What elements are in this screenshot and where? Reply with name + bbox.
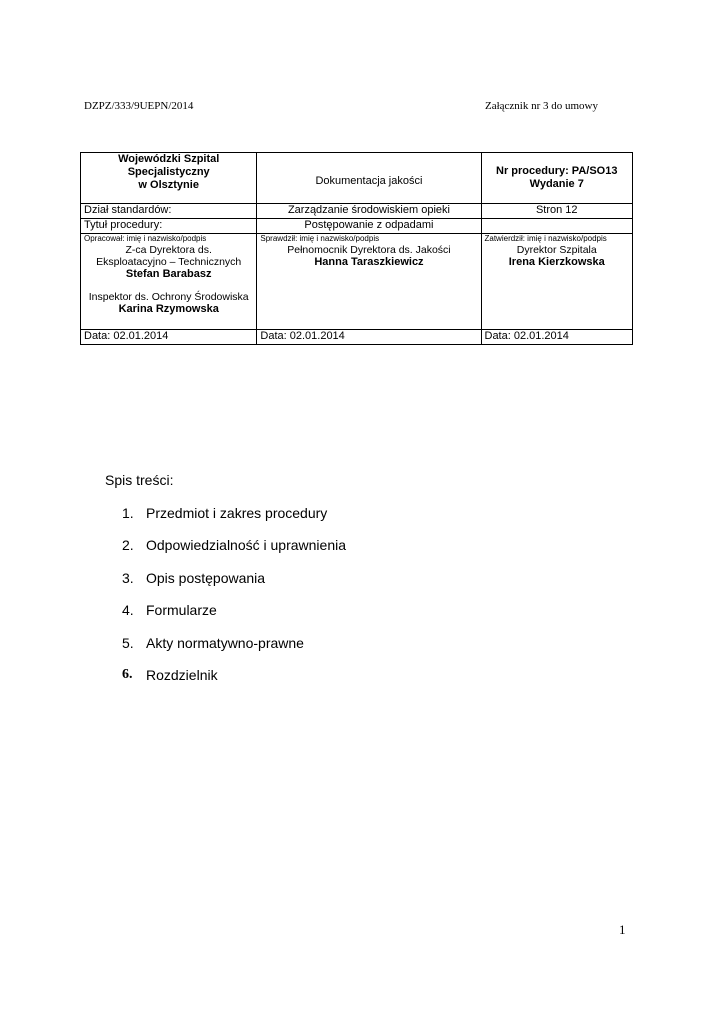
list-item	[122, 602, 346, 634]
date-prepared: Data: 02.01.2014	[81, 330, 257, 345]
date-approved: Data: 02.01.2014	[481, 330, 633, 345]
document-title: Dokumentacja jakości	[257, 153, 481, 204]
prepared-by-role: Eksploatacyjno – Technicznych	[96, 256, 242, 268]
table-row	[81, 153, 633, 204]
prepared-by-label: Opracował: imię i nazwisko/podpis	[84, 234, 207, 243]
empty-cell	[481, 219, 633, 234]
item-label: Rozdzielnik	[146, 666, 218, 683]
list-item	[122, 537, 346, 569]
item-number: 3.	[122, 569, 134, 586]
table-of-contents	[122, 505, 346, 699]
checked-by-name: Hanna Taraszkiewicz	[314, 256, 424, 268]
list-item	[122, 505, 346, 537]
table-row	[81, 204, 633, 219]
institution-cell	[81, 153, 257, 204]
item-label: Opis postępowania	[146, 569, 266, 586]
list-item	[122, 635, 346, 667]
table-row	[81, 234, 633, 330]
edition: Wydanie 7	[529, 178, 584, 190]
list-item	[122, 667, 346, 699]
procedure-number: Nr procedury: PA/SO13	[496, 165, 618, 177]
approved-by-label: Zatwierdził: imię i nazwisko/podpis	[484, 234, 607, 243]
item-label: Odpowiedzialność i uprawnienia	[146, 537, 347, 554]
table-row	[81, 219, 633, 234]
item-number: 1.	[122, 505, 134, 521]
item-number: 5.	[122, 634, 134, 651]
checked-by-label: Sprawdził: imię i nazwisko/podpis	[260, 234, 380, 243]
standards-label: Dział standardów:	[81, 204, 257, 219]
approved-by-name: Irena Kierzkowska	[508, 256, 605, 268]
item-label: Przedmiot i zakres procedury	[146, 505, 328, 521]
procedure-title-value: Postępowanie z odpadami	[257, 219, 481, 234]
prepared-by-role: Z-ca Dyrektora ds.	[125, 244, 212, 256]
checked-by-cell	[257, 234, 481, 330]
item-number: 6.	[122, 666, 133, 682]
institution-line: Wojewódzki Szpital	[118, 153, 220, 165]
prepared-by-name-2: Karina Rzymowska	[118, 303, 219, 315]
date-checked: Data: 02.01.2014	[257, 330, 481, 345]
standards-value: Zarządzanie środowiskiem opieki	[257, 204, 481, 219]
checked-by-role: Pełnomocnik Dyrektora ds. Jakości	[287, 244, 451, 256]
document-reference: DZPZ/333/9UEPN/2014	[84, 100, 194, 112]
document-info-table	[80, 152, 633, 345]
institution-line: Specjalistyczny	[127, 166, 210, 178]
item-number: 2.	[122, 537, 134, 554]
attachment-note: Załącznik nr 3 do umowy	[484, 100, 598, 112]
toc-title: Spis treści:	[105, 472, 174, 488]
institution-line: w Olsztynie	[138, 179, 199, 191]
procedure-title-label: Tytuł procedury:	[81, 219, 257, 234]
prepared-by-name: Stefan Barabasz	[125, 268, 212, 280]
item-number: 4.	[122, 602, 134, 619]
item-label: Formularze	[146, 602, 217, 619]
prepared-by-cell	[81, 234, 257, 330]
approved-by-cell	[481, 234, 633, 330]
approved-by-role: Dyrektor Szpitala	[516, 244, 597, 256]
page-number: 1	[619, 922, 626, 937]
page-count: Stron 12	[481, 204, 633, 219]
table-row	[81, 330, 633, 345]
prepared-by-role-2: Inspektor ds. Ochrony Środowiska	[88, 291, 249, 303]
procedure-info-cell	[481, 153, 633, 204]
item-label: Akty normatywno-prawne	[146, 634, 304, 651]
list-item	[122, 570, 346, 602]
